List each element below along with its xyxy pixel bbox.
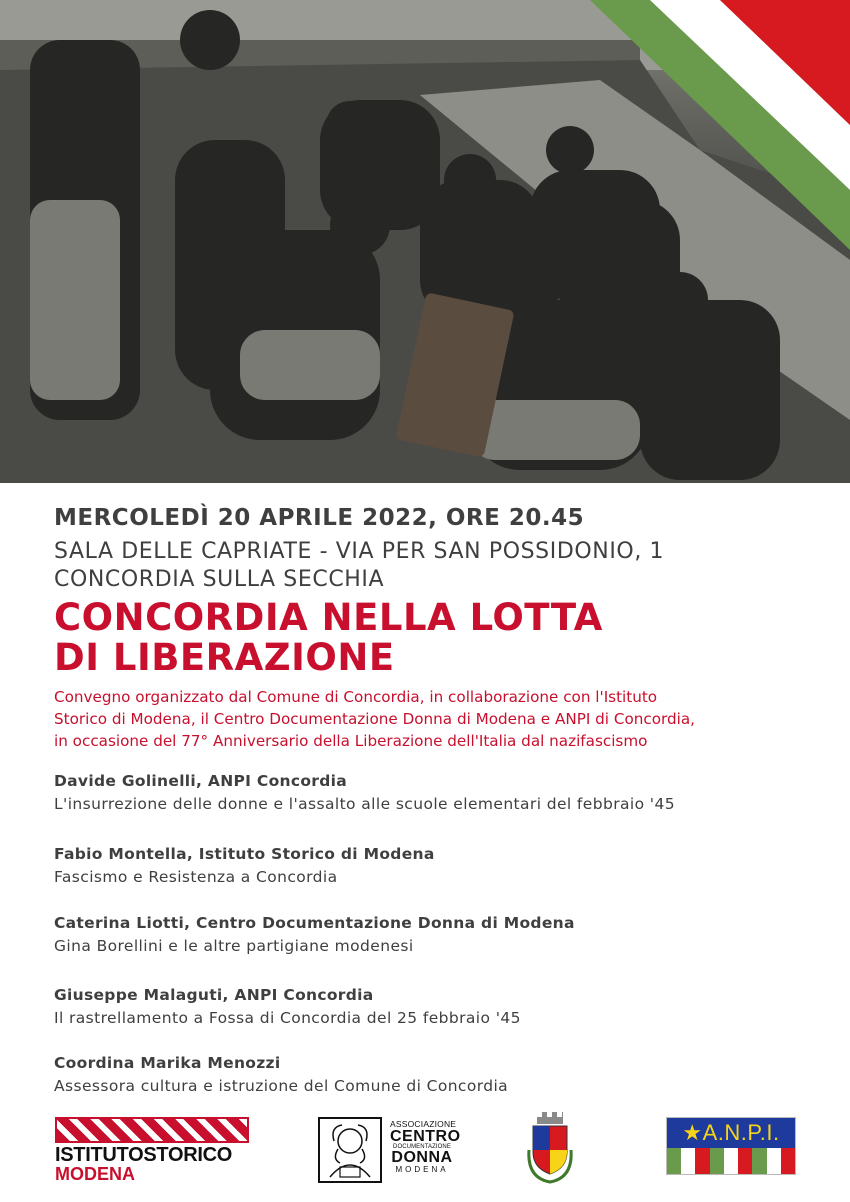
anpi-wordmark: ★A.N.P.I. (667, 1118, 795, 1148)
italian-flag-icon (667, 1148, 795, 1175)
istituto-city: MODENA (55, 1164, 135, 1184)
cdd-line-3: DOCUMENTAZIONE (393, 1144, 451, 1150)
speaker-talk: Gina Borellini e le altre partigiane modenesi (54, 937, 414, 955)
cdd-line-1: ASSOCIAZIONE (390, 1119, 457, 1129)
partisans-photo-illustration (0, 0, 850, 483)
speaker-entry (54, 912, 814, 958)
event-intro (54, 686, 814, 752)
title-line-2: DI LIBERAZIONE (54, 636, 395, 679)
speaker-talk: L'insurrezione delle donne e l'assalto alle scuole elementari del febbraio '45 (54, 795, 675, 813)
intro-line-2: Storico di Modena, il Centro Documentazione Donna di Modena e ANPI di Concordia, (54, 710, 695, 728)
title-line-1: CONCORDIA NELLA LOTTA (54, 596, 603, 639)
anpi-logo (666, 1117, 796, 1175)
speaker-entry (54, 984, 814, 1030)
woman-portrait-icon (318, 1117, 382, 1183)
speaker-talk: Assessora cultura e istruzione del Comune di Concordia (54, 1077, 509, 1095)
venue-address: SALA DELLE CAPRIATE - VIA PER SAN POSSIDONIO, 1 (54, 539, 665, 564)
intro-line-3: in occasione del 77° Anniversario della Liberazione dell'Italia dal nazifascismo (54, 732, 648, 750)
speaker-name: Caterina Liotti, Centro Documentazione Donna di Modena (54, 914, 575, 932)
event-venue (54, 538, 664, 594)
striped-banner-icon (55, 1117, 249, 1143)
event-title (54, 598, 603, 678)
istituto-name: ISTITUTOSTORICO (55, 1144, 232, 1166)
event-date-time: MERCOLEDÌ 20 APRILE 2022, ORE 20.45 (54, 505, 585, 531)
istituto-storico-logo (55, 1117, 251, 1184)
speaker-entry (54, 1052, 814, 1098)
speaker-talk: Fascismo e Resistenza a Concordia (54, 868, 338, 886)
header-photo (0, 0, 850, 483)
centro-documentazione-donna-logo (318, 1117, 498, 1185)
intro-line-1: Convegno organizzato dal Comune di Concordia, in collaborazione con l'Istituto (54, 688, 658, 706)
cdd-line-5: MODENA (395, 1165, 449, 1174)
venue-town: CONCORDIA SULLA SECCHIA (54, 567, 385, 592)
cdd-line-4: DONNA (391, 1149, 453, 1166)
comune-concordia-crest (527, 1110, 573, 1186)
speaker-name: Giuseppe Malaguti, ANPI Concordia (54, 986, 374, 1004)
speaker-name: Coordina Marika Menozzi (54, 1054, 281, 1072)
cdd-line-2: CENTRO (390, 1128, 461, 1145)
speaker-entry (54, 770, 814, 816)
speaker-name: Fabio Montella, Istituto Storico di Modena (54, 845, 435, 863)
coat-of-arms-icon (527, 1110, 573, 1186)
cdd-wordmark (390, 1119, 461, 1174)
speaker-entry (54, 843, 814, 889)
speaker-name: Davide Golinelli, ANPI Concordia (54, 772, 348, 790)
speaker-talk: Il rastrellamento a Fossa di Concordia del 25 febbraio '45 (54, 1009, 521, 1027)
